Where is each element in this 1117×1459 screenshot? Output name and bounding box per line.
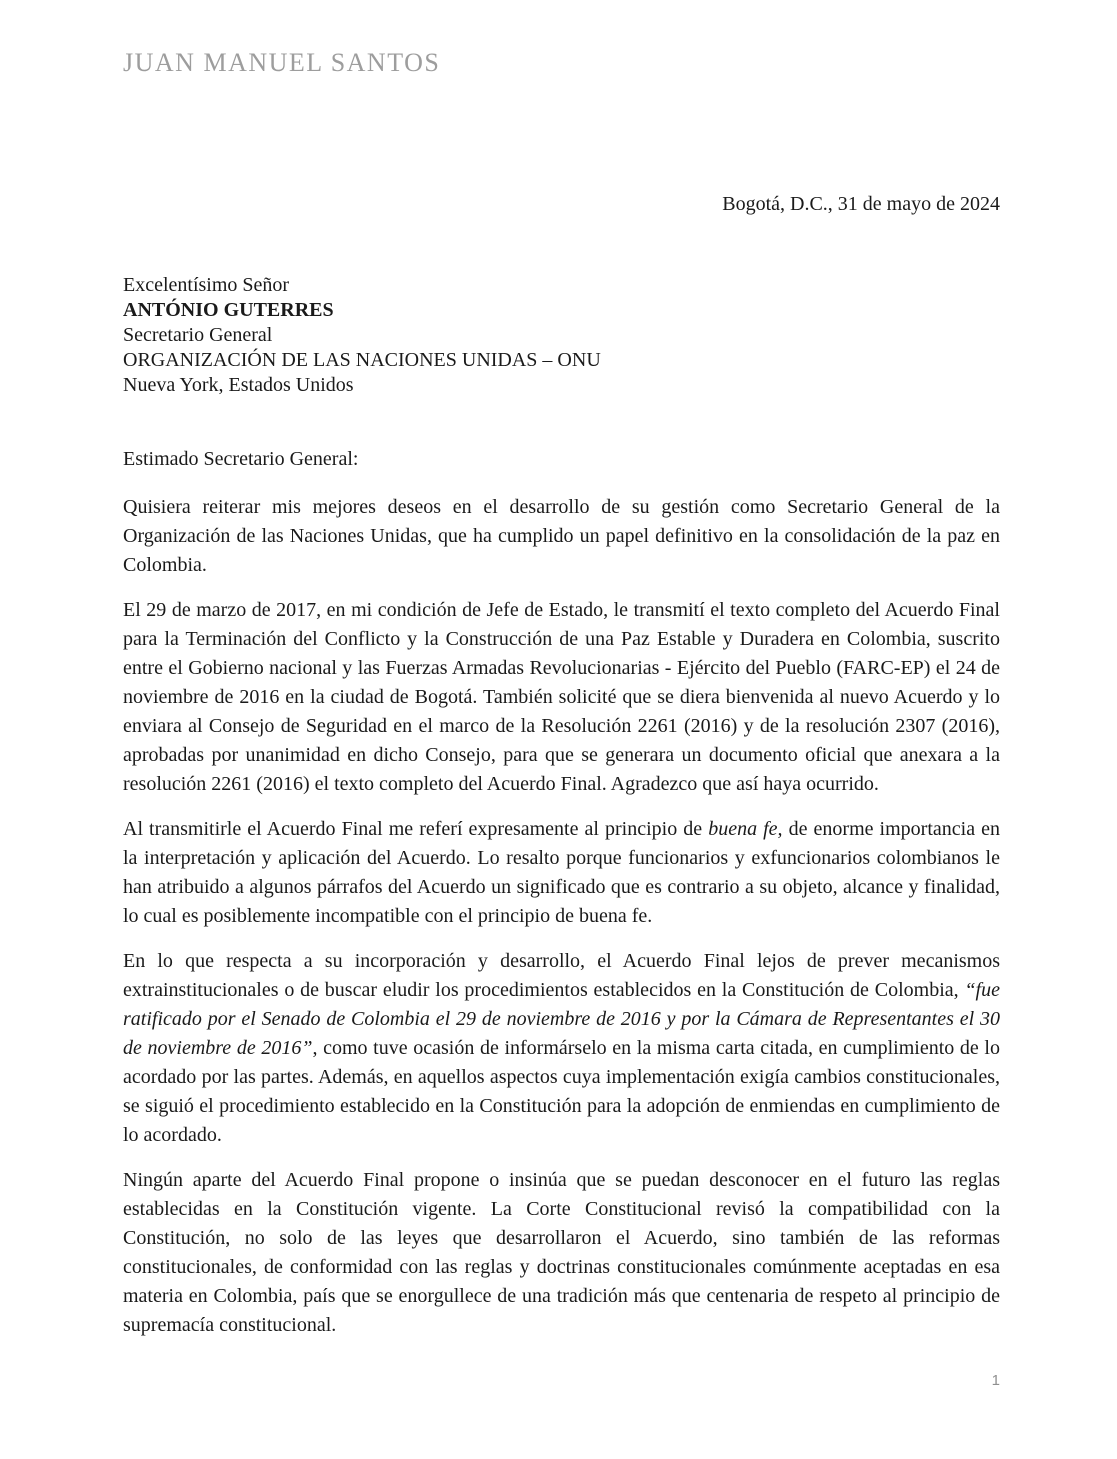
body-paragraph-1 bbox=[123, 493, 1000, 580]
paragraph-quote-italic: “fue ratificado por el Senado de Colombia el 29 de noviembre de 2016 y por la Cámara de Representantes el 30 de noviembre de 2016” bbox=[123, 979, 1000, 1059]
letter-content bbox=[123, 0, 1000, 1340]
body-paragraph-3 bbox=[123, 815, 1000, 931]
body-paragraph-4 bbox=[123, 947, 1000, 1150]
paragraph-text: de enorme importancia en la interpretación y aplicación del Acuerdo. Lo resalto porque funcionarios y exfuncionarios colombianos le han atribuido a algunos párrafos del Acuerdo un significado que es contrario a su objeto, alcance y finalidad, lo cual es posiblemente incompatible con el principio de buena fe. bbox=[123, 818, 1000, 927]
recipient-location: Nueva York, Estados Unidos bbox=[123, 374, 354, 396]
recipient-block bbox=[123, 273, 1000, 398]
paragraph-text-italic: buena fe, bbox=[708, 818, 783, 840]
date-line: Bogotá, D.C., 31 de mayo de 2024 bbox=[722, 193, 1000, 215]
paragraph-text: , como tuve ocasión de informárselo en la misma carta citada, en cumplimiento de lo acordado por las partes. Además, en aquellos aspectos cuya implementación exigía cambios constitucionales, se siguió el procedimiento establecido en la Constitución para la adopción de enmiendas en cumplimiento de lo acordado. bbox=[123, 1037, 1000, 1146]
paragraph-text: Al transmitirle el Acuerdo Final me referí expresamente al principio de bbox=[123, 818, 709, 840]
paragraph-text: Ningún aparte del Acuerdo Final propone o insinúa que se puedan desconocer en el futuro las reglas establecidas en la Constitución vigente. La Corte Constitucional revisó la compatibilidad con la Constitución, no solo de las leyes que desarrollaron el Acuerdo, sino también de las reformas constitucionales, de conformidad con las reglas y doctrinas constitucionales comúnmente aceptadas en esa materia en Colombia, país que se enorgullece de una tradición más que centenaria de respeto al principio de supremacía constitucional. bbox=[123, 1169, 1000, 1336]
letterhead-sender-name: JUAN MANUEL SANTOS bbox=[123, 48, 441, 77]
recipient-title: Secretario General bbox=[123, 324, 273, 346]
body-paragraph-2 bbox=[123, 596, 1000, 799]
recipient-organization: ORGANIZACIÓN DE LAS NACIONES UNIDAS – ONU bbox=[123, 349, 601, 371]
recipient-name: ANTÓNIO GUTERRES bbox=[123, 299, 334, 321]
paragraph-text: Quisiera reiterar mis mejores deseos en el desarrollo de su gestión como Secretario General de la Organización de las Naciones Unidas, que ha cumplido un papel definitivo en la consolidación de la paz en Colombia. bbox=[123, 496, 1000, 576]
page-number: 1 bbox=[991, 1372, 1000, 1389]
greeting-line: Estimado Secretario General: bbox=[123, 448, 359, 470]
body-paragraph-5 bbox=[123, 1166, 1000, 1340]
paragraph-text: El 29 de marzo de 2017, en mi condición de Jefe de Estado, le transmití el texto completo del Acuerdo Final para la Terminación del Conflicto y la Construcción de una Paz Estable y Duradera en Colombia, suscrito entre el Gobierno nacional y las Fuerzas Armadas Revolucionarias - Ejército del Pueblo (FARC-EP) el 24 de noviembre de 2016 en la ciudad de Bogotá. También solicité que se diera bienvenida al nuevo Acuerdo y lo enviara al Consejo de Seguridad en el marco de la Resolución 2261 (2016) y de la resolución 2307 (2016), aprobadas por unanimidad en dicho Consejo, para que se generara un documento oficial que anexara a la resolución 2261 (2016) el texto completo del Acuerdo Final. Agradezco que así haya ocurrido. bbox=[123, 599, 1000, 795]
paragraph-text: En lo que respecta a su incorporación y desarrollo, el Acuerdo Final lejos de prever mecanismos extrainstitucionales o de buscar eludir los procedimientos establecidos en la Constitución de Colombia, bbox=[123, 950, 1000, 1001]
recipient-honorific: Excelentísimo Señor bbox=[123, 274, 290, 296]
